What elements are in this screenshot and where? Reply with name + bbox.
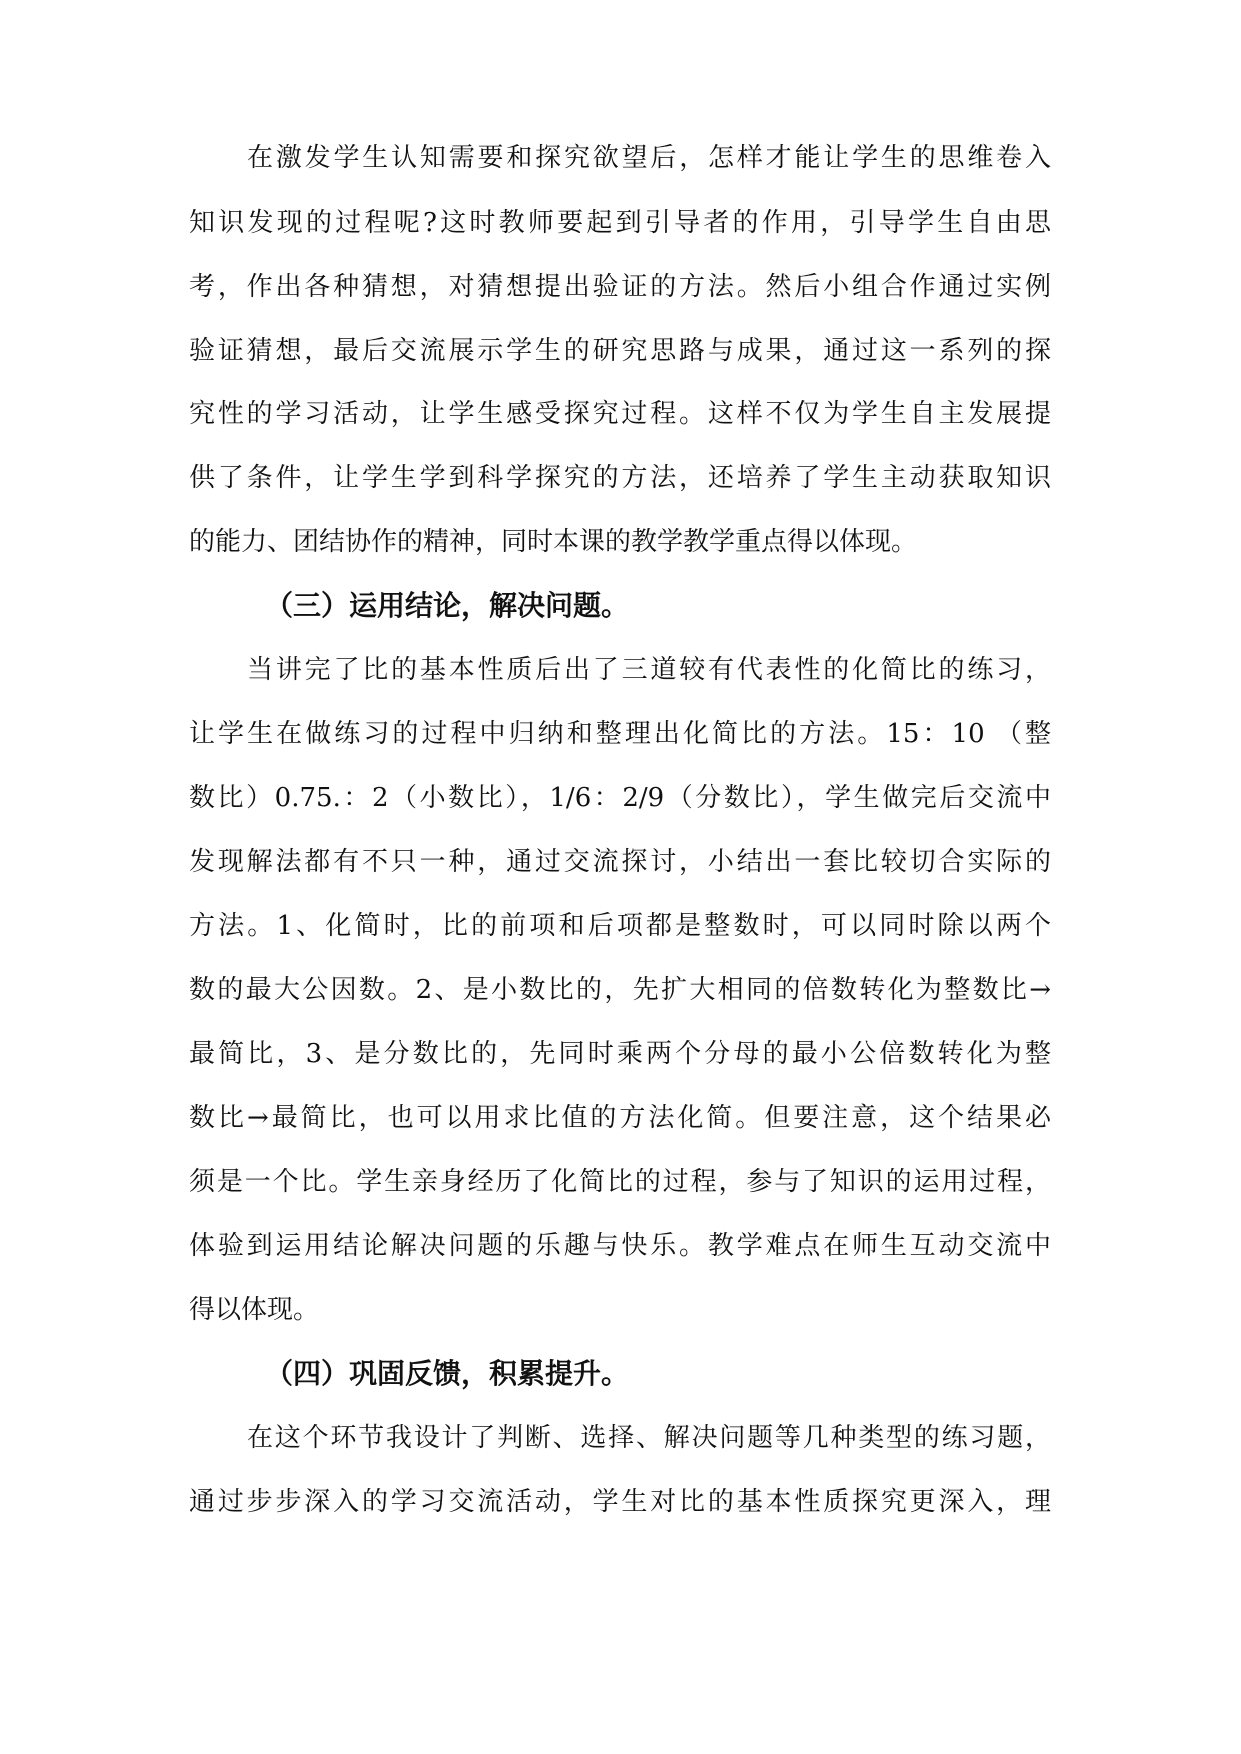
paragraph-2-line-1: 当讲完了比的基本性质后出了三道较有代表性的化简比的练习， (247, 655, 1051, 685)
paragraph-2-line-4: 发现解法都有不只一种，通过交流探讨，小结出一套比较切合实际的 (189, 847, 1051, 877)
paragraph-2-line-3: 数比）0.75.：2（小数比），1/6：2/9（分数比），学生做完后交流中 (189, 783, 1051, 813)
paragraph-2-line-8: 数比→最简比，也可以用求比值的方法化简。但要注意，这个结果必 (189, 1103, 1051, 1133)
paragraph-2-line-6: 数的最大公因数。2、是小数比的，先扩大相同的倍数转化为整数比→ (189, 975, 1051, 1005)
paragraph-1-line-1: 在激发学生认知需要和探究欲望后，怎样才能让学生的思维卷入 (247, 143, 1051, 173)
paragraph-3-line-1: 在这个环节我设计了判断、选择、解决问题等几种类型的练习题， (247, 1423, 1051, 1453)
section-heading-4: （四）巩固反馈，积累提升。 (265, 1357, 630, 1390)
paragraph-1-line-3: 考，作出各种猜想，对猜想提出验证的方法。然后小组合作通过实例 (189, 272, 1051, 302)
section-heading-3: （三）运用结论，解决问题。 (265, 589, 630, 622)
paragraph-2-line-11: 得以体现。 (189, 1295, 320, 1325)
paragraph-1-line-5: 究性的学习活动，让学生感受探究过程。这样不仅为学生自主发展提 (189, 399, 1051, 429)
paragraph-2-line-10: 体验到运用结论解决问题的乐趣与快乐。教学难点在师生互动交流中 (189, 1231, 1051, 1261)
paragraph-3-line-2: 通过步步深入的学习交流活动，学生对比的基本性质探究更深入，理 (189, 1487, 1051, 1517)
paragraph-2-line-7: 最简比，3、是分数比的，先同时乘两个分母的最小公倍数转化为整 (189, 1039, 1051, 1069)
paragraph-1-line-7: 的能力、团结协作的精神，同时本课的教学教学重点得以体现。 (189, 527, 918, 557)
paragraph-1-line-6: 供了条件，让学生学到科学探究的方法，还培养了学生主动获取知识 (189, 463, 1051, 493)
paragraph-1-line-2: 知识发现的过程呢?这时教师要起到引导者的作用，引导学生自由思 (189, 208, 1051, 238)
paragraph-2-line-5: 方法。1、化简时，比的前项和后项都是整数时，可以同时除以两个 (189, 911, 1051, 941)
paragraph-2-line-2: 让学生在做练习的过程中归纳和整理出化简比的方法。15：10 （整 (189, 719, 1051, 749)
paragraph-2-line-9: 须是一个比。学生亲身经历了化简比的过程，参与了知识的运用过程， (189, 1167, 1051, 1197)
paragraph-1-line-4: 验证猜想，最后交流展示学生的研究思路与成果，通过这一系列的探 (189, 336, 1051, 366)
